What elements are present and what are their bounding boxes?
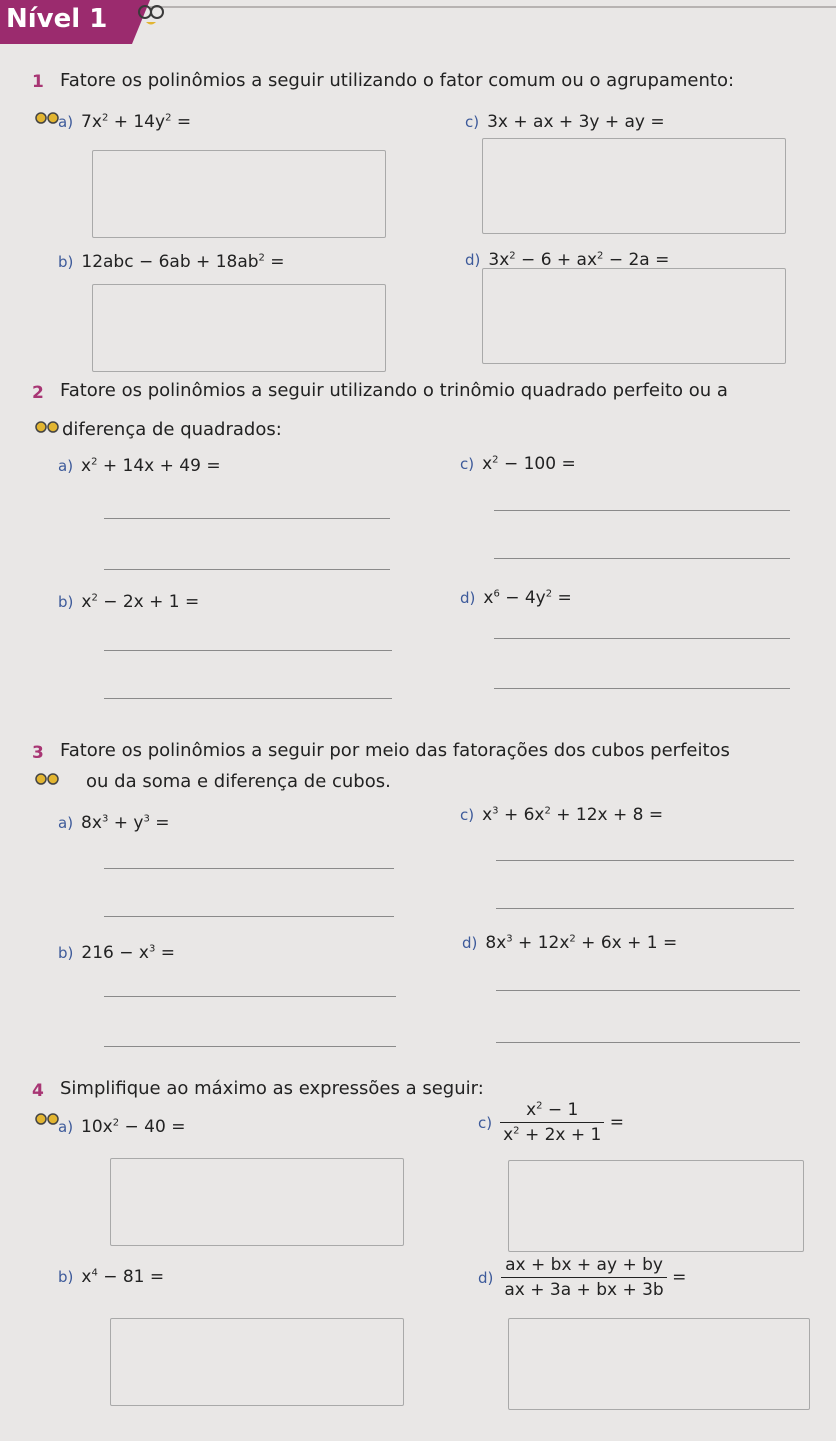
item-label: c) xyxy=(460,455,475,473)
q3-item-b xyxy=(58,943,175,963)
item-label: c) xyxy=(478,1113,493,1132)
q1-item-a xyxy=(58,112,191,132)
q3-item-c xyxy=(460,805,663,825)
question-text: diferença de quadrados: xyxy=(62,419,282,440)
owl-glasses-icon xyxy=(34,110,60,126)
expression: $x^2 + 14x + 49$ = xyxy=(81,456,221,476)
owl-glasses-icon xyxy=(34,771,60,787)
expression: $8x^3 + 12x^2 + 6x + 1$ = xyxy=(485,933,678,953)
equals-sign: = xyxy=(672,1267,687,1288)
answer-line[interactable] xyxy=(104,996,396,997)
q4-item-d xyxy=(478,1255,686,1300)
item-label: b) xyxy=(58,593,74,611)
answer-line[interactable] xyxy=(104,650,392,651)
answer-box[interactable] xyxy=(110,1318,404,1406)
question-text: Fatore os polinômios a seguir utilizando o fator comum ou o agrupamento: xyxy=(60,70,735,91)
header-rule xyxy=(150,6,836,8)
answer-line[interactable] xyxy=(104,1046,396,1047)
answer-line[interactable] xyxy=(494,510,790,511)
expression: $x^3 + 6x^2 + 12x + 8$ = xyxy=(482,805,664,825)
answer-box[interactable] xyxy=(92,284,386,372)
question-number: 3 xyxy=(32,743,44,763)
item-label: d) xyxy=(478,1268,494,1287)
fraction-numerator: $x^2 - 1$ xyxy=(500,1100,604,1123)
q1-item-b xyxy=(58,252,285,272)
answer-box[interactable] xyxy=(508,1318,810,1410)
item-label: a) xyxy=(58,1118,74,1136)
question-number: 2 xyxy=(32,383,44,403)
item-label: a) xyxy=(58,814,74,832)
q1-item-d xyxy=(465,250,669,270)
item-label: b) xyxy=(58,253,74,271)
question-text: ou da soma e diferença de cubos. xyxy=(86,771,391,792)
item-label: a) xyxy=(58,113,74,131)
q3-item-d xyxy=(462,933,677,953)
equals-sign: = xyxy=(609,1112,624,1133)
owl-glasses-icon xyxy=(34,1111,60,1127)
expression: $3x^2 - 6 + ax^2 - 2a$ = xyxy=(488,250,670,270)
expression: 3x + ax + 3y + ay = xyxy=(487,112,665,132)
answer-box[interactable] xyxy=(110,1158,404,1246)
answer-line[interactable] xyxy=(496,1042,800,1043)
item-label: d) xyxy=(462,934,478,952)
expression: $10x^2 - 40$ = xyxy=(81,1117,186,1137)
answer-line[interactable] xyxy=(494,638,790,639)
owl-glasses-icon xyxy=(136,2,166,28)
answer-line[interactable] xyxy=(496,990,800,991)
expression: $x^6 - 4y^2$ = xyxy=(483,588,572,608)
level-title: Nível 1 xyxy=(6,4,108,34)
answer-line[interactable] xyxy=(104,569,390,570)
question-text: Fatore os polinômios a seguir utilizando o trinômio quadrado perfeito ou a xyxy=(60,380,728,401)
fraction-numerator: ax + bx + ay + by xyxy=(501,1255,666,1278)
item-label: a) xyxy=(58,457,74,475)
fraction-denominator: $x^2 + 2x + 1$ xyxy=(503,1125,602,1145)
question-text: Simplifique ao máximo as expressões a seguir: xyxy=(60,1078,484,1099)
expression: $x^2 - 2x + 1$ = xyxy=(81,592,200,612)
item-label: b) xyxy=(58,1268,74,1286)
q2-item-a xyxy=(58,456,221,476)
answer-box[interactable] xyxy=(482,138,786,234)
q3-item-a xyxy=(58,813,169,833)
q2-item-d xyxy=(460,588,572,608)
expression: $12abc - 6ab + 18ab^2$ = xyxy=(81,252,285,272)
question-number: 1 xyxy=(32,72,44,92)
answer-line[interactable] xyxy=(104,698,392,699)
answer-line[interactable] xyxy=(494,688,790,689)
fraction xyxy=(501,1255,666,1300)
owl-glasses-icon xyxy=(34,419,60,435)
fraction-denominator: ax + 3a + bx + 3b xyxy=(504,1280,664,1300)
item-label: b) xyxy=(58,944,74,962)
item-label: d) xyxy=(460,589,476,607)
q1-item-c xyxy=(465,112,665,132)
item-label: d) xyxy=(465,251,481,269)
expression: $216 - x^3$ = xyxy=(81,943,175,963)
answer-line[interactable] xyxy=(104,868,394,869)
answer-line[interactable] xyxy=(494,558,790,559)
expression: $8x^3 + y^3$ = xyxy=(81,813,170,833)
answer-box[interactable] xyxy=(508,1160,804,1252)
expression: $x^2 - 100$ = xyxy=(482,454,576,474)
answer-line[interactable] xyxy=(104,916,394,917)
answer-line[interactable] xyxy=(104,518,390,519)
question-text: Fatore os polinômios a seguir por meio das fatorações dos cubos perfeitos xyxy=(60,740,730,761)
expression: $7x^2 + 14y^2$ = xyxy=(81,112,192,132)
answer-box[interactable] xyxy=(482,268,786,364)
question-number: 4 xyxy=(32,1081,44,1101)
answer-line[interactable] xyxy=(496,908,794,909)
q4-item-a xyxy=(58,1117,185,1137)
q2-item-c xyxy=(460,454,576,474)
q4-item-b xyxy=(58,1267,164,1287)
item-label: c) xyxy=(465,113,480,131)
q2-item-b xyxy=(58,592,199,612)
answer-line[interactable] xyxy=(496,860,794,861)
fraction xyxy=(500,1100,604,1145)
item-label: c) xyxy=(460,806,475,824)
answer-box[interactable] xyxy=(92,150,386,238)
q4-item-c xyxy=(478,1100,624,1145)
expression: $x^4 - 81$ = xyxy=(81,1267,165,1287)
